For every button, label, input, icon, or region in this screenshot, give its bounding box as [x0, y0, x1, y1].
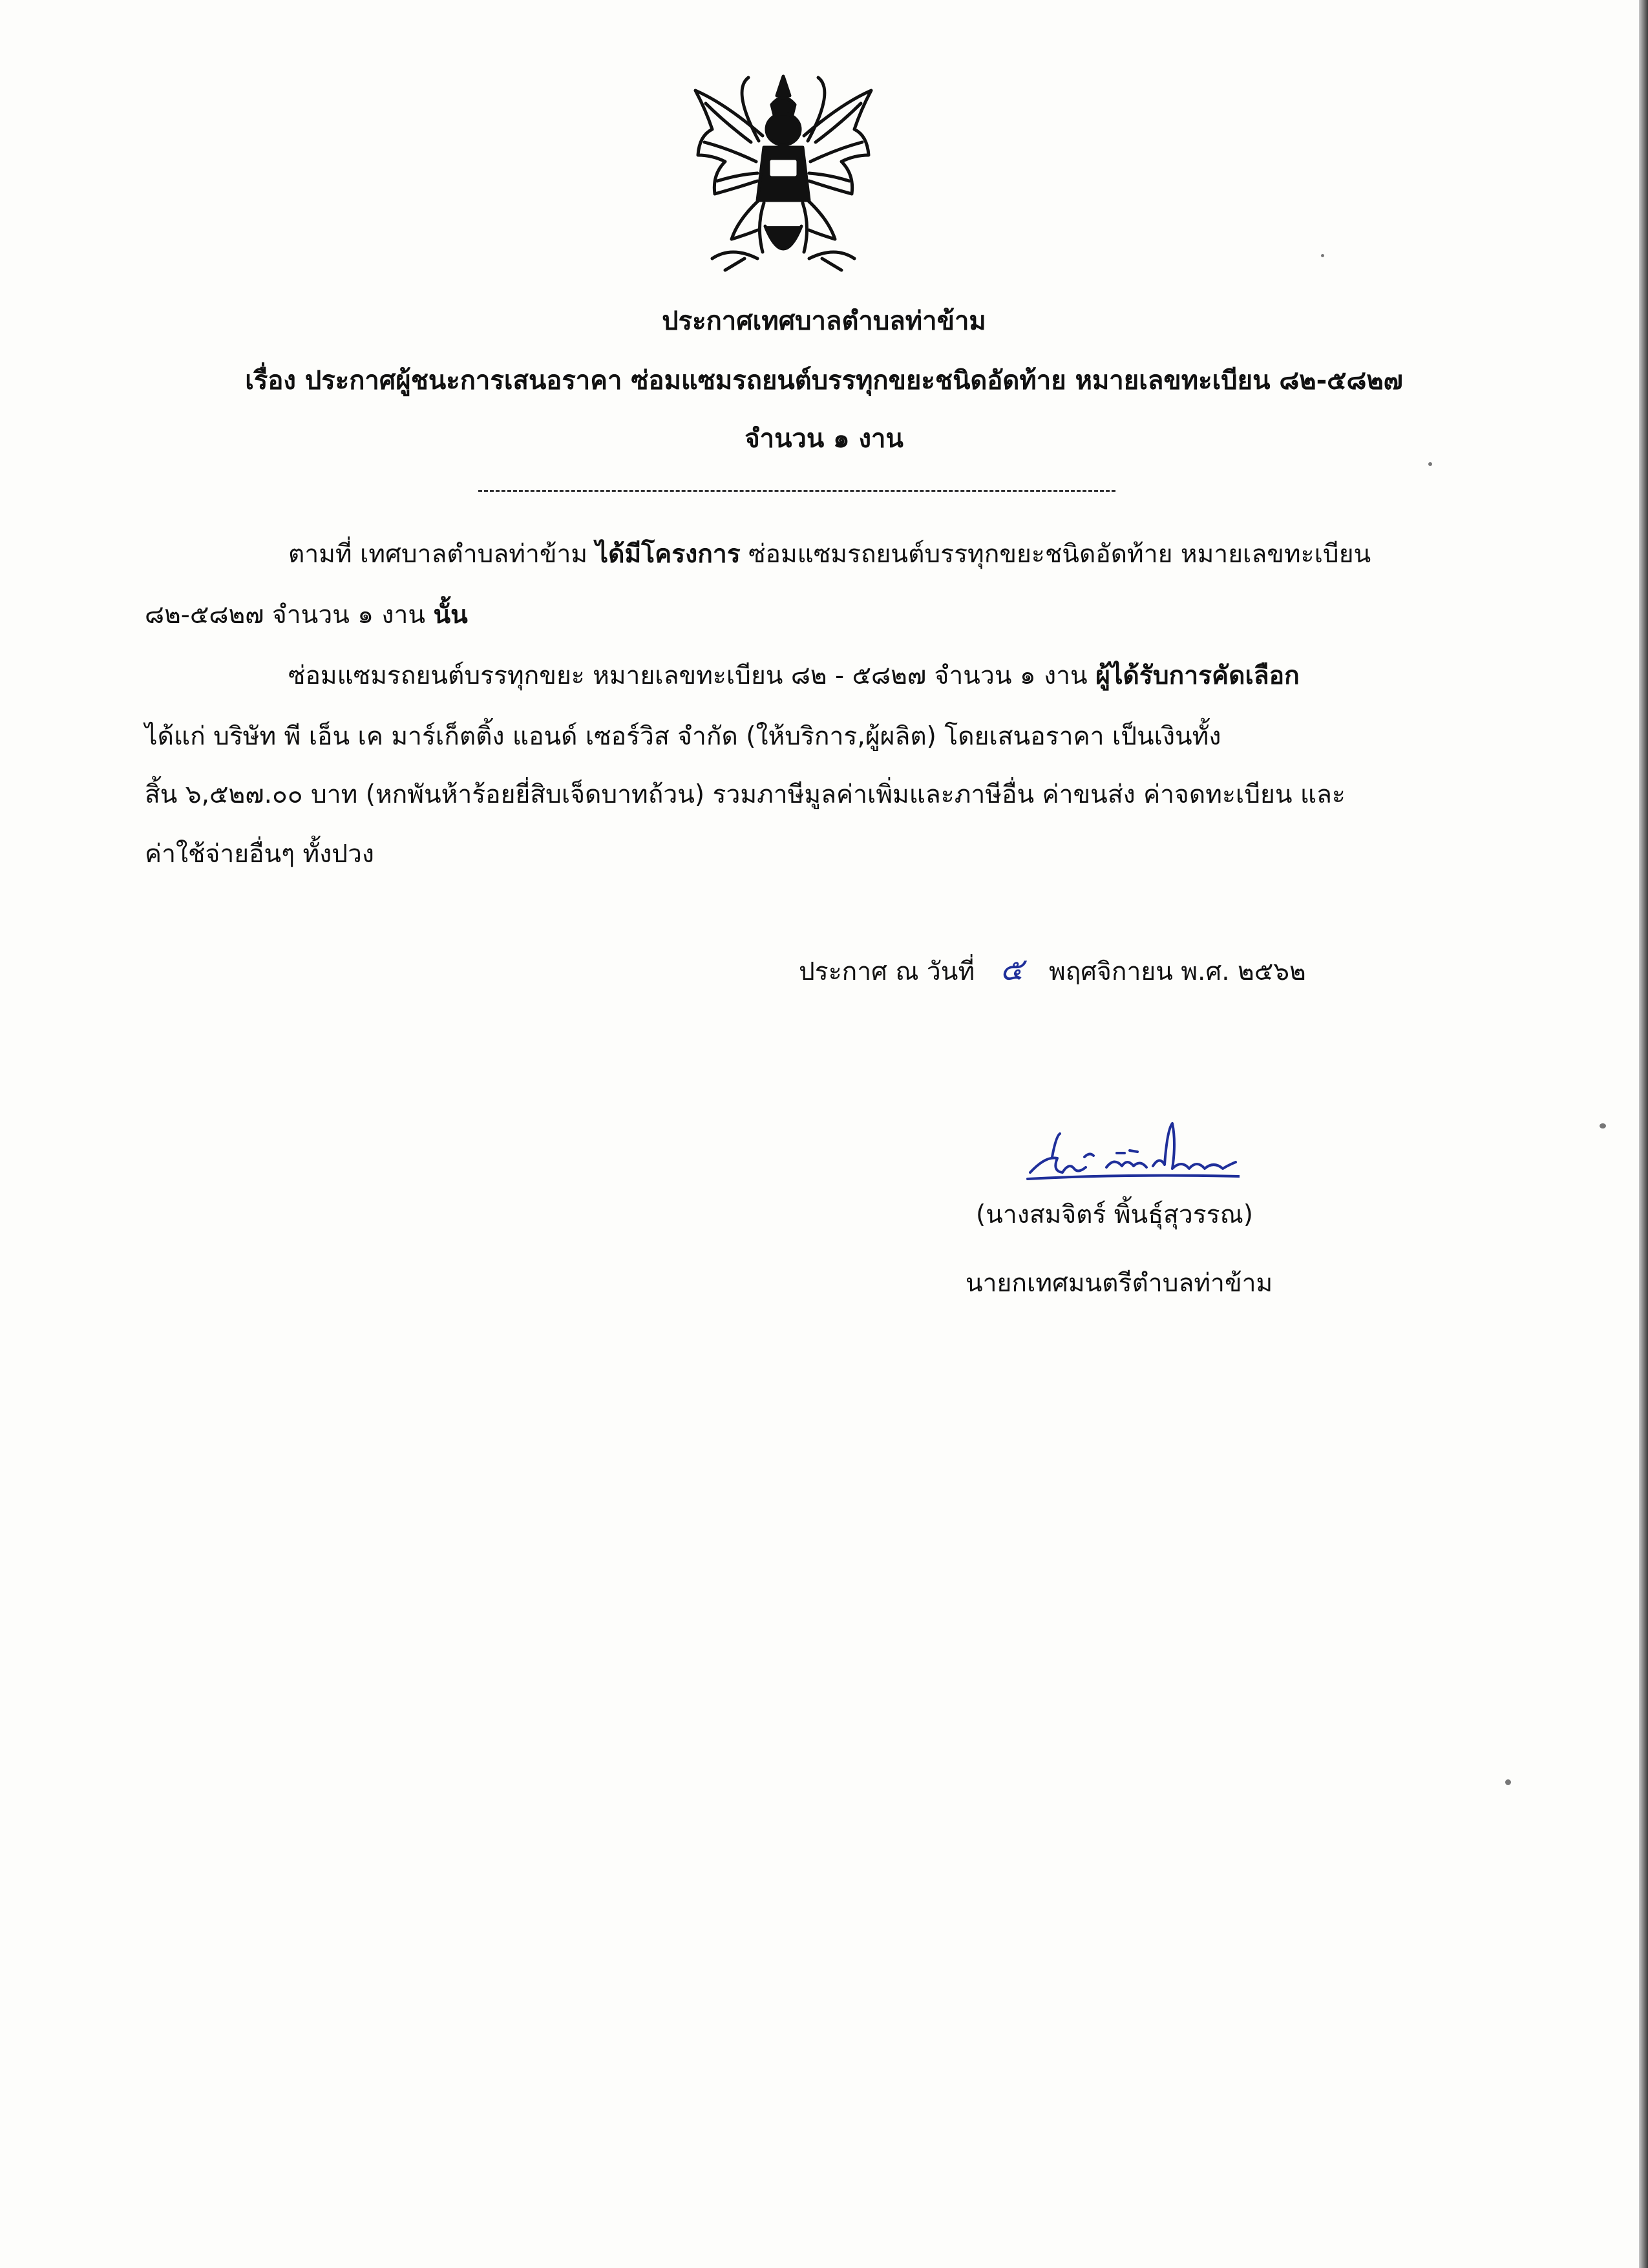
para1-line2-bold: นั้น [433, 600, 468, 630]
para1-text-lead: ตามที่ เทศบาลตำบลท่าข้าม [288, 540, 596, 569]
paragraph-2-line-2: ได้แก่ บริษัท พี เอ็น เค มาร์เก็ตติ้ง แอนด์ เซอร์วิส จำกัด (ให้บริการ,ผู้ผลิต) โดยเสนอราคา เป็นเงินทั้ง [145, 722, 1221, 751]
garuda-emblem-icon [686, 65, 880, 284]
para1-line2-lead: ๘๒-๕๘๒๗ จำนวน ๑ งาน [145, 600, 434, 630]
announcement-date [799, 945, 1306, 994]
paragraph-1-line-2 [145, 595, 468, 635]
paragraph-2-line-4: ค่าใช้จ่ายอื่นๆ ทั้งปวง [145, 840, 374, 869]
header-divider [478, 490, 1115, 492]
date-month-year: พฤศจิกายน พ.ศ. ๒๕๖๒ [1048, 957, 1306, 986]
date-prefix: ประกาศ ณ วันที่ [799, 957, 975, 986]
signatory-name: (นางสมจิตร์ พิ้นธุ์สุวรรณ) [976, 1200, 1254, 1229]
paragraph-1-line-1 [288, 534, 1371, 574]
para1-text-bold: ได้มีโครงการ [595, 540, 741, 569]
announcement-quantity: จำนวน ๑ งาน [745, 424, 903, 454]
scan-speck [1505, 1779, 1511, 1785]
signatory-position: นายกเทศมนตรีตำบลท่าข้าม [966, 1269, 1273, 1298]
scan-speck [1321, 254, 1324, 257]
para2-line1-lead: ซ่อมแซมรถยนต์บรรทุกขยะ หมายเลขทะเบียน ๘๒ - ๕๘๒๗ จำนวน ๑ งาน [288, 661, 1096, 690]
scan-speck [1428, 462, 1432, 466]
para1-text-tail: ซ่อมแซมรถยนต์บรรทุกขยะชนิดอัดท้าย หมายเลขทะเบียน [740, 540, 1371, 569]
para2-line1-bold: ผู้ได้รับการคัดเลือก [1095, 661, 1300, 690]
announcement-subject: เรื่อง ประกาศผู้ชนะการเสนอราคา ซ่อมแซมรถยนต์บรรทุกขยะชนิดอัดท้าย หมายเลขทะเบียน ๘๒-๕๘๒๗ [245, 366, 1403, 396]
paragraph-2-line-3: สิ้น ๖,๕๒๗.๐๐ บาท (หกพันห้าร้อยยี่สิบเจ็ดบาทถ้วน) รวมภาษีมูลค่าเพิ่มและภาษีอื่น ค่าขนส่ง ค่าจดทะเบียน และ [145, 780, 1346, 809]
handwritten-signature [1026, 1117, 1240, 1188]
scan-speck [1600, 1123, 1606, 1129]
paragraph-2-line-1 [288, 655, 1300, 695]
issuer-title: ประกาศเทศบาลตำบลท่าข้าม [662, 306, 986, 336]
date-day-handwritten: ๕ [1000, 951, 1024, 988]
